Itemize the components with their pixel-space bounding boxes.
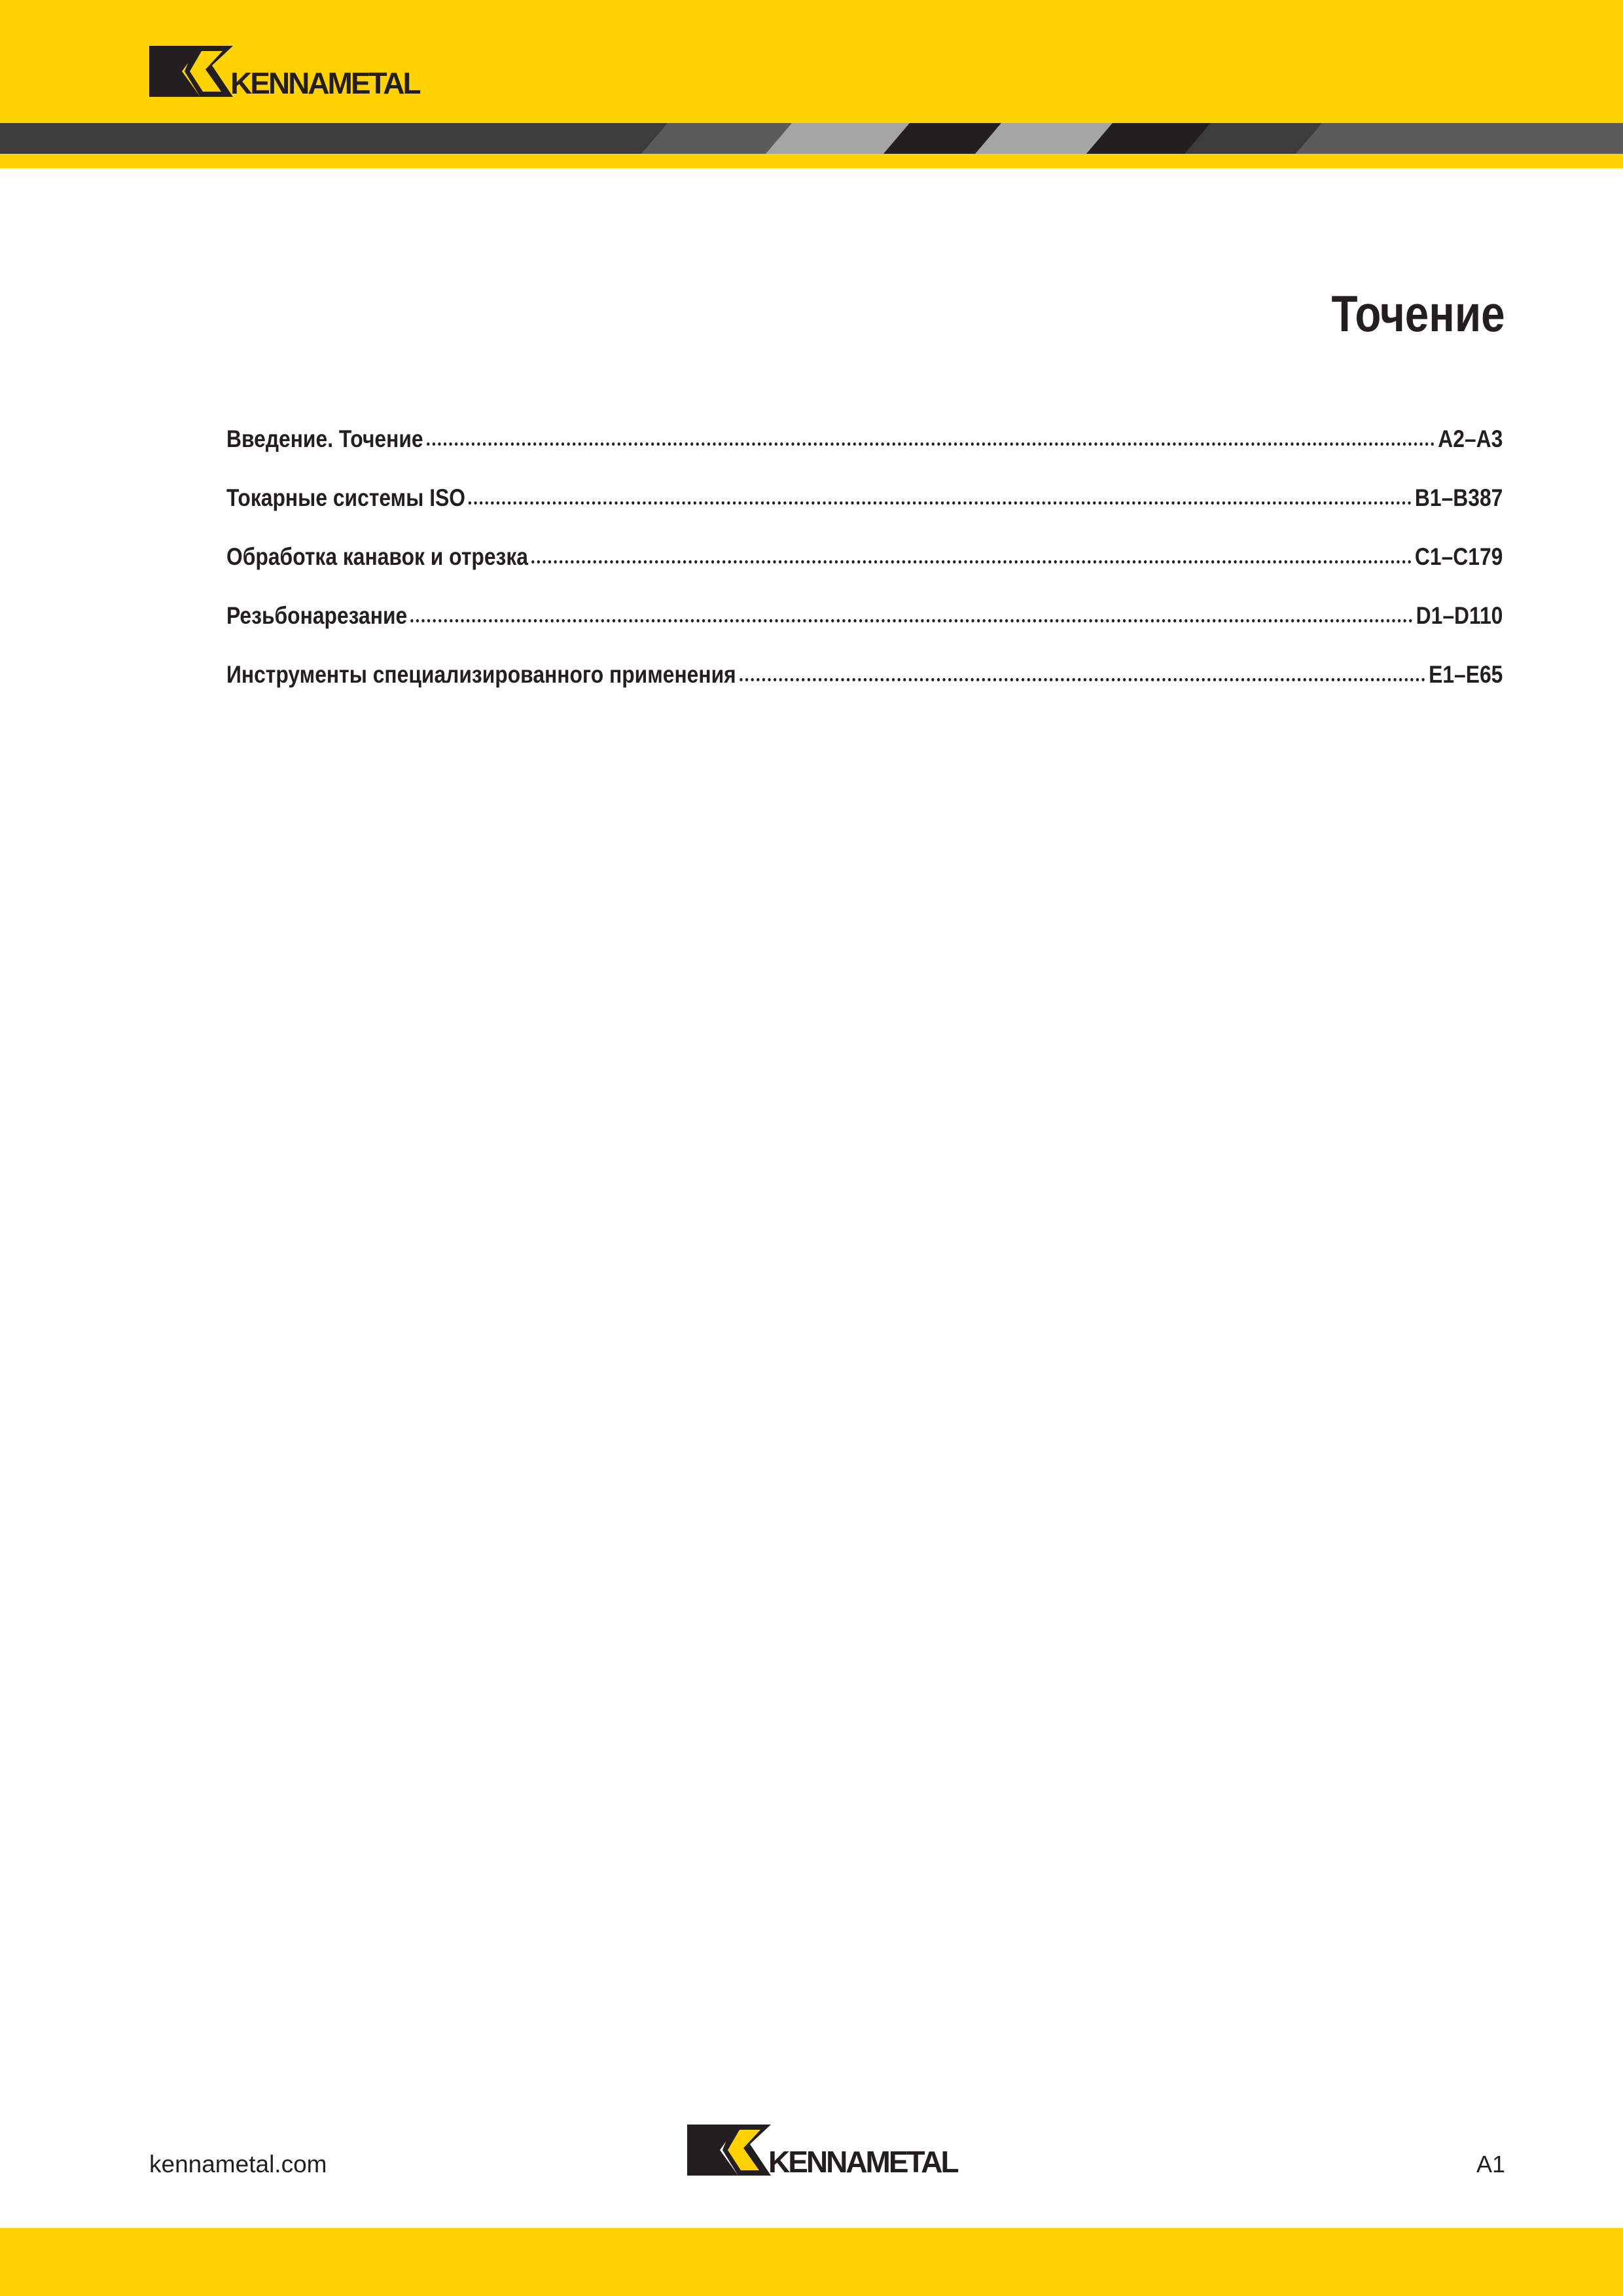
toc-entry-pages: E1–E65: [1429, 661, 1503, 688]
toc-entry[interactable]: [226, 484, 1503, 543]
toc-entry-pages: A2–A3: [1438, 425, 1503, 452]
toc-leader-dots: [469, 501, 1412, 505]
footer-logo[interactable]: [687, 2125, 962, 2177]
header-stripe-bar: [0, 123, 1623, 154]
page-title: Точение: [1331, 285, 1505, 342]
toc-entry-label: Резьбонарезание: [226, 602, 408, 629]
toc-entry[interactable]: [226, 602, 1503, 661]
toc-entry[interactable]: [226, 543, 1503, 602]
toc-entry-label: Токарные системы ISO: [226, 484, 466, 511]
footer-website-link[interactable]: kennametal.com: [149, 2151, 327, 2178]
toc-entry-label: Обработка канавок и отрезка: [226, 543, 528, 570]
toc-entry-pages: D1–D110: [1416, 602, 1503, 629]
toc-entry[interactable]: [226, 425, 1503, 484]
header-logo-wordmark: KENNAMETAL: [230, 66, 419, 100]
toc-leader-dots: [531, 560, 1412, 564]
header-underline-band: [0, 154, 1623, 168]
kennametal-k-icon: [687, 2125, 772, 2176]
toc-entry-label: Введение. Точение: [226, 425, 423, 452]
footer-logo-wordmark: KENNAMETAL: [768, 2145, 957, 2179]
kennametal-k-icon: [149, 46, 234, 97]
table-of-contents: [226, 425, 1503, 720]
header-logo[interactable]: [149, 46, 424, 98]
toc-entry[interactable]: [226, 661, 1503, 720]
page-number: A1: [1476, 2151, 1505, 2178]
toc-leader-dots: [410, 619, 1412, 622]
toc-entry-pages: C1–C179: [1414, 543, 1503, 570]
toc-leader-dots: [427, 442, 1435, 446]
toc-leader-dots: [740, 678, 1425, 681]
footer-band: [0, 2228, 1623, 2296]
toc-entry-label: Инструменты специализированного применения: [226, 661, 736, 688]
toc-entry-pages: B1–B387: [1414, 484, 1503, 511]
